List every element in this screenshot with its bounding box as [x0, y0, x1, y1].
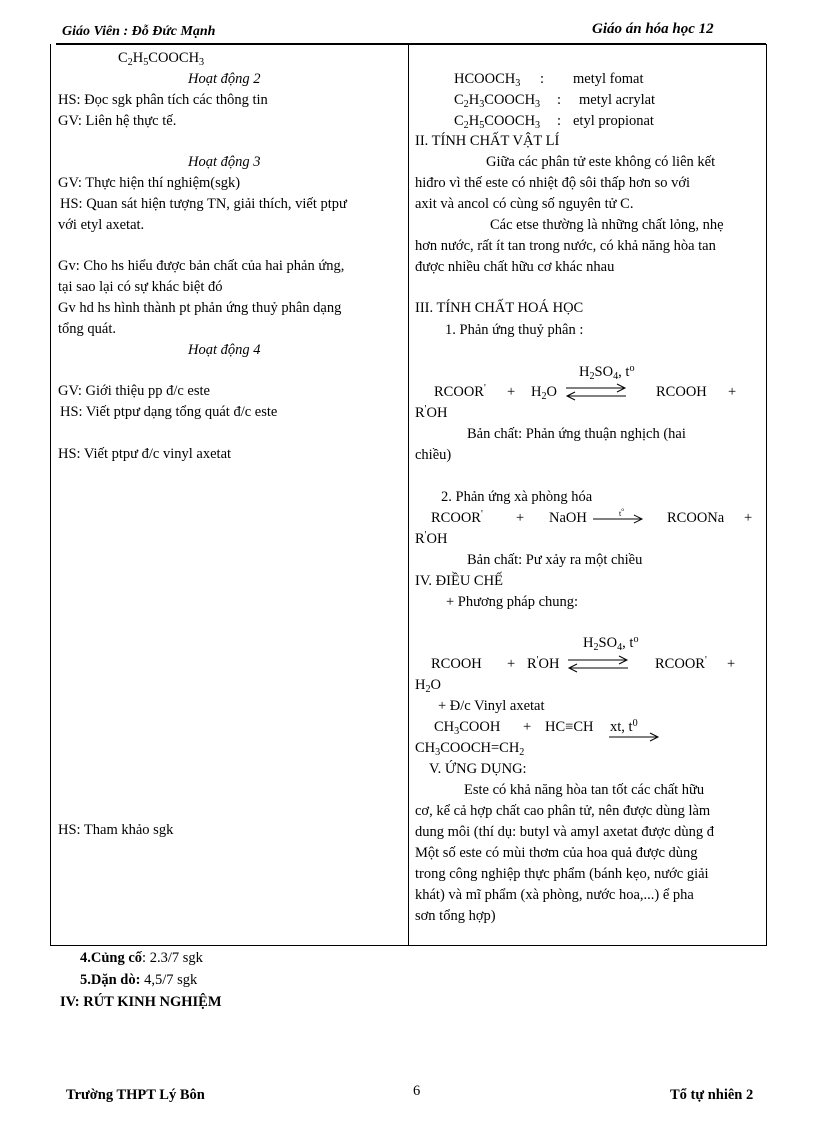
activity-4-title: Hoạt động 4	[188, 342, 261, 358]
table-mid-border	[408, 44, 409, 946]
left-hs-1: HS: Đọc sgk phân tích các thông tin	[58, 92, 268, 108]
ester-name-sep-1: :	[540, 71, 545, 87]
eq3-reactant-2: R'OH	[527, 655, 560, 672]
eq2-nature: Bản chất: Pư xảy ra một chiều	[467, 552, 643, 568]
eq4-product: $CH_3COOCH=CH_2$	[415, 740, 525, 758]
sec2-p1-l3: axit và ancol có cùng số nguyên tử C.	[415, 196, 634, 212]
sec5-l7: sơn tổng hợp)	[415, 908, 496, 924]
left-gv-2: GV: Thực hiện thí nghiệm(sgk)	[58, 175, 241, 191]
eq1-reactant-1: RCOOR'	[434, 383, 486, 400]
footer-school: Trường THPT Lý Bôn	[66, 1087, 205, 1103]
left-formula-top: $C_2H_5COOCH_3$	[118, 50, 205, 68]
eq4-plus: +	[523, 719, 532, 735]
sec5-l5: trong công nghiệp thực phẩm (bánh kẹo, nước giải	[415, 866, 709, 882]
header-subject: Giáo án hóa học 12	[592, 21, 714, 37]
left-hs-2a: HS: Quan sát hiện tượng TN, giải thích, viết ptpư	[60, 196, 347, 212]
sec2-p2-l1: Các etse thường là những chất lỏng, nhẹ	[490, 217, 724, 233]
sec2-p1-l1: Giữa các phân tử este không có liên kết	[486, 154, 716, 170]
ester-name-2: metyl acrylat	[579, 92, 656, 108]
left-hs-2b: với etyl axetat.	[58, 217, 145, 233]
sec5-l2: cơ, kể cả hợp chất cao phân tử, nên được dùng làm	[415, 803, 711, 819]
sec2-p2-l2: hơn nước, rất ít tan trong nước, có khả năng hòa tan	[415, 238, 716, 254]
activity-2-title: Hoạt động 2	[188, 71, 261, 87]
left-gv-3b: tại sao lại có sự khác biệt đó	[58, 279, 223, 295]
eq3-reversible-arrow	[566, 654, 630, 674]
sec5-l1: Este có khả năng hòa tan tốt các chất hữu	[464, 782, 705, 798]
footer-page-number: 6	[413, 1083, 421, 1099]
ester-name-row-3: $C_2H_5COOCH_3$	[454, 113, 541, 131]
eq1-product-1: RCOOH	[656, 384, 707, 400]
left-hs-4: HS: Viết ptpư đ/c vinyl axetat	[58, 446, 232, 462]
eq1-plus-2: +	[728, 384, 737, 400]
sec5-l6: khát) và mĩ phẩm (xà phòng, nước hoa,...) ể pha	[415, 887, 694, 903]
eq1-nature-b: chiều)	[415, 447, 452, 463]
eq2-plus-1: +	[516, 510, 525, 526]
sec5-l3: dung môi (thí dụ: butyl và amyl axetat được dùng đ	[415, 824, 715, 840]
left-gv-1: GV: Liên hệ thực tế.	[58, 113, 177, 129]
eq3-product-1: RCOOR'	[655, 655, 707, 672]
footer-group: Tổ tự nhiên 2	[670, 1087, 754, 1103]
eq1-catalyst: $H_2SO_4$, $t^o$	[579, 363, 635, 382]
left-hs-5: HS: Tham khảo sgk	[58, 822, 174, 838]
left-gv-5: GV: Giới thiệu pp đ/c este	[58, 383, 210, 399]
sec2-p1-l2: hiđro vì thế este có nhiệt độ sôi thấp hơn so với	[415, 175, 691, 191]
eq2-reactant-2: NaOH	[549, 510, 587, 526]
section-3-title: III. TÍNH CHẤT HOÁ HỌC	[415, 300, 584, 316]
eq3-plus-1: +	[507, 656, 516, 672]
table-bottom-border	[50, 945, 767, 946]
section-5-title: V. ỨNG DỤNG:	[429, 761, 527, 777]
cung-co: 4.Củng cố: 2.3/7 sgk	[80, 950, 203, 966]
sec5-l4: Một số este có mùi thơm của hoa quả được dùng	[415, 845, 698, 861]
section-2-title: II. TÍNH CHẤT VẬT LÍ	[415, 133, 560, 149]
ester-name-row-1: $HCOOCH_3$	[454, 71, 521, 89]
eq1-reactant-2: $H_2O$	[531, 384, 558, 402]
section-3-item-1: 1. Phản ứng thuỷ phân :	[445, 322, 584, 338]
section-4-method: + Phương pháp chung:	[446, 594, 579, 610]
section-4-vinyl: + Đ/c Vinyl axetat	[438, 698, 545, 714]
eq3-catalyst: $H_2SO_4$, $t^o$	[583, 634, 639, 653]
sec2-p2-l3: được nhiều chất hữu cơ khác nhau	[415, 259, 615, 275]
eq4-arrow	[608, 731, 660, 743]
eq2-product-2: R'OH	[415, 530, 448, 547]
header-teacher: Giáo Viên : Đỗ Đức Mạnh	[62, 24, 216, 39]
section-3-item-2: 2. Phản ứng xà phòng hóa	[441, 489, 593, 505]
ester-name-row-2: $C_2H_3COOCH_3$	[454, 92, 541, 110]
ester-name-3: etyl propionat	[573, 113, 654, 129]
dan-do: 5.Dặn dò: 4,5/7 sgk	[80, 972, 198, 988]
activity-3-title: Hoạt động 3	[188, 154, 261, 170]
eq1-product-2: R'OH	[415, 404, 448, 421]
eq3-plus-2: +	[727, 656, 736, 672]
header-rule	[56, 43, 766, 45]
eq4-reactant-1: $CH_3COOH$	[434, 719, 501, 737]
rut-kinh-nghiem: IV: RÚT KINH NGHIỆM	[60, 994, 222, 1010]
eq2-plus-2: +	[744, 510, 753, 526]
table-right-border	[766, 44, 767, 946]
left-gv-4a: Gv hd hs hình thành pt phản ứng thuỷ phân dạng	[58, 300, 342, 316]
eq2-product-1: RCOONa	[667, 510, 725, 526]
ester-name-1: metyl fomat	[573, 71, 644, 87]
left-hs-3: HS: Viết ptpư dạng tổng quát đ/c este	[60, 404, 278, 420]
ester-name-sep-2: :	[557, 92, 562, 108]
left-gv-4b: tổng quát.	[58, 321, 116, 337]
eq2-arrow	[592, 513, 644, 525]
eq1-reversible-arrow	[564, 382, 628, 402]
eq2-reactant-1: RCOOR'	[431, 509, 483, 526]
table-left-border	[50, 44, 51, 946]
eq4-condition: xt, $t^0$	[610, 718, 638, 735]
eq4-reactant-2: HC≡CH	[545, 719, 594, 735]
section-4-title: IV. ĐIỀU CHẾ	[415, 573, 503, 589]
ester-name-sep-3: :	[557, 113, 562, 129]
eq3-product-2: $H_2O$	[415, 677, 442, 695]
eq1-plus-1: +	[507, 384, 516, 400]
eq2-condition: $t^o$	[619, 507, 625, 518]
eq3-reactant-1: RCOOH	[431, 656, 482, 672]
eq1-nature-a: Bản chất: Phản ứng thuận nghịch (hai	[467, 426, 686, 442]
left-gv-3a: Gv: Cho hs hiểu được bản chất của hai phản ứng,	[58, 258, 345, 274]
